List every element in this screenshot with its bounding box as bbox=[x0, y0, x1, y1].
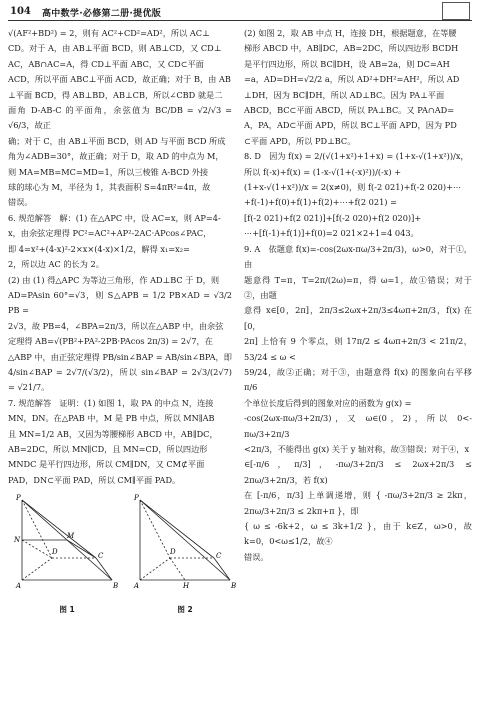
svg-text:C: C bbox=[98, 552, 104, 561]
text-line: MN，DN。在△PAB 中，M 是 PB 中点，所以 MN∥AB bbox=[8, 413, 215, 424]
text-line: 定理得 AB=√(PB²+PA²-2PB·PAcos 2π/3) = 2√7，在 bbox=[8, 336, 213, 347]
svg-text:D: D bbox=[170, 548, 176, 557]
text-line: 2，所以边 AC 的长为 2。 bbox=[8, 259, 104, 270]
text-line: 个单位长度后得到的图象对应的函数为 g(x) = bbox=[244, 397, 412, 408]
text-line: 所以 f(-x)+f(x) = (1-x-√(1+(-x)²))/(-x) + bbox=[244, 166, 402, 177]
text-line: (1+x-√(1+x²))/x = 2(x≠0)，则 f(-2 021)+f(-2 020)+⋯ bbox=[244, 182, 462, 193]
text-line: 则 MA=MB=MC=MD=1，所以三棱锥 A-BCD 外接 bbox=[8, 166, 209, 177]
text-line: ⊥DH，因为 BC∥DH，所以 AD⊥BC。因为 PA⊥平面 bbox=[244, 89, 445, 100]
text-line: ⊥平面 BCD，得 AB⊥BD，AB⊥CB，所以∠CBD 就是二 bbox=[8, 89, 223, 100]
figure-1 bbox=[12, 492, 122, 617]
text-line: 59/24，故②正确；对于③，由题意得 f(x) 的图象向右平移 π/6 bbox=[244, 366, 472, 393]
text-line: √(AF²+BD²) = 2，则有 AC²+CD²=AD²，所以 AC⊥ bbox=[8, 28, 210, 38]
publisher-logo-icon bbox=[442, 2, 470, 20]
svg-text:N: N bbox=[14, 536, 21, 545]
text-line: AD=PAsin 60°=√3，则 S△APB = 1/2 PB×AD = √3/2 PB = bbox=[8, 289, 232, 316]
page-header bbox=[0, 0, 480, 22]
text-line: 是平行四边形，所以 BC∥DH，设 AB=2a，则 DC=AH bbox=[244, 58, 450, 69]
text-line: △ABP 中，由正弦定理得 PB/sin∠BAP = AB/sin∠BPA，即 bbox=[8, 351, 232, 362]
svg-text:H: H bbox=[183, 582, 190, 591]
text-line: 4/sin∠BAP = 2√7/(√3/2)，所以 sin∠BAP = 2√3/(2√7) = √21/7。 bbox=[8, 366, 232, 393]
text-line: 在 [-π/6，π/3] 上单调递增，则 { -πω/3+2π/3 ≥ 2kπ，2πω/3+2π/3 ≤ 2kπ+π }，即 bbox=[244, 490, 472, 516]
page-number: 104 bbox=[10, 6, 31, 17]
right-column bbox=[244, 26, 472, 565]
text-line: A，PA，AD⊂平面 APD，所以 BC⊥平面 APD，因为 PD bbox=[244, 120, 457, 131]
text-line: 面角 D-AB-C 的平面角，余弦值为 BC/DB = √2/√3 = √6/3，故正 bbox=[8, 105, 232, 131]
pyramid-diagram-2 bbox=[130, 492, 240, 596]
text-line: x，由余弦定理得 PC²=AC²+AP²-2AC·APcos∠PAC， bbox=[8, 228, 212, 239]
svg-text:C: C bbox=[216, 552, 222, 561]
text-line: 梯形 ABCD 中，AB∥DC，AB=2DC，所以四边形 BCDH bbox=[244, 43, 459, 54]
svg-text:A: A bbox=[16, 582, 22, 591]
text-line: MNDC 是平行四边形，所以 CM∥DN，又 CM⊄平面 bbox=[8, 459, 205, 470]
text-line: ⊂平面 APD，所以 PD⊥BC。 bbox=[244, 135, 356, 146]
text-line: AB=2DC，所以 MN∥CD，且 MN=CD，所以四边形 bbox=[8, 443, 208, 454]
text-line: CD。对于 A，由 AB⊥平面 BCD，则 AB⊥CD，又 CD⊥ bbox=[8, 43, 222, 54]
solution-8-line: 8. D 因为 f(x) = 2/(√(1+x²)+1+x) = (1+x-√(1+x²))/x， bbox=[244, 151, 469, 162]
solution-9-line: 9. A 依题意 f(x)=-cos(2ωx-πω/3+2π/3)，ω>0，对于①，由 bbox=[244, 243, 472, 270]
solution-6-line: 6. 规范解答 解：(1) 在△APC 中，设 AC=x，则 AP=4- bbox=[8, 212, 221, 223]
figures bbox=[8, 492, 237, 614]
svg-text:B: B bbox=[113, 582, 119, 591]
text-line: [f(-2 021)+f(2 021)]+[f(-2 020)+f(2 020)]+ bbox=[244, 212, 422, 223]
text-line: 错误。 bbox=[8, 197, 33, 208]
text-line: 球的球心为 M，半径为 1，其表面积 S=4πR²=4π，故 bbox=[8, 182, 211, 193]
header-rule bbox=[8, 20, 472, 21]
svg-text:P: P bbox=[16, 494, 21, 503]
text-line: <2π/3，不能得出 g(x) 关于 y 轴对称，故③错误；对于④，x bbox=[244, 443, 470, 454]
text-line: 角为∠ADB=30°，故正确；对于 D，取 AD 的中点为 M， bbox=[8, 151, 224, 162]
text-line: 且 MN=1/2 AB，又因为等腰梯形 ABCD 中，AB∥DC， bbox=[8, 428, 218, 439]
solution-7-line: 7. 规范解答 证明：(1) 如图 1，取 PA 的中点 N，连接 bbox=[8, 397, 214, 408]
text-line: ABCD，BC⊂平面 ABCD，所以 PA⊥BC。又 PA∩AD= bbox=[244, 105, 455, 116]
text-line: +f(-1)+f(0)+f(1)+f(2)+⋯+f(2 021) = bbox=[244, 197, 397, 208]
text-line: 2√3，故 PB=4，∠BPA=2π/3，所以在△ABP 中，由余弦 bbox=[8, 320, 224, 331]
svg-text:A: A bbox=[134, 582, 140, 591]
left-column bbox=[8, 26, 237, 614]
text-line: { ω ≤ -6k+2，ω ≤ 3k+1/2 }，由于 k∈Z，ω>0，故 k=0，0<ω≤1/2，故④ bbox=[244, 521, 472, 547]
text-line: -cos(2ωx-πω/3+2π/3)，又 ω∈(0，2)，所以 0<-πω/3+2π/3 bbox=[244, 413, 472, 439]
text-line: 2π] 上恰有 9 个零点，则 17π/2 ≤ 4ωπ+2π/3 < 21π/2，53/24 ≤ ω < bbox=[244, 336, 472, 362]
svg-text:D: D bbox=[52, 548, 58, 557]
figure-2-caption: 图 2 bbox=[177, 604, 193, 614]
figure-2 bbox=[130, 492, 240, 617]
text-line: ∈[-π/6，π/3]，-πω/3+2π/3 ≤ 2ωx+2π/3 ≤ 2πω/3+2π/3，若 f(x) bbox=[244, 459, 472, 485]
text-line: 意得 x∈[0，2π]，2π/3≤2ωx+2π/3≤4ωπ+2π/3，f(x) 在 [0， bbox=[244, 305, 472, 331]
text-line: 错误。 bbox=[244, 551, 269, 562]
text-line: PAD，DN⊂平面 PAD，所以 CM∥平面 PAD。 bbox=[8, 474, 181, 485]
text-line: 确；对于 C，由 AB⊥平面 BCD，则 AD 与平面 BCD 所成 bbox=[8, 135, 226, 146]
text-line: 题意得 T=π，T=2π/(2ω)=π，得 ω=1，故①错误；对于②，由题 bbox=[244, 274, 472, 300]
figure-1-caption: 图 1 bbox=[59, 604, 75, 614]
text-line: ACD，所以平面 ABC⊥平面 ACD，故正确；对于 B，由 AB bbox=[8, 74, 231, 85]
text-line: 即 4=x²+(4-x)²-2×x×(4-x)×1/2，解得 x₁=x₂= bbox=[8, 243, 190, 254]
svg-text:M: M bbox=[67, 532, 75, 541]
book-title: 高中数学·必修第二册·提优版 bbox=[42, 9, 162, 19]
pyramid-diagram-1 bbox=[12, 492, 122, 596]
text-line: =a，AD=DH=√2/2 a，所以 AD²+DH²=AH²，所以 AD bbox=[244, 74, 460, 85]
svg-text:B: B bbox=[231, 582, 237, 591]
text-line: (2) 如图 2，取 AB 中点 H，连接 DH，根据题意，在等腰 bbox=[244, 28, 457, 38]
text-line: ⋯+[f(-1)+f(1)]+f(0)=2 021×2+1=4 043。 bbox=[244, 228, 419, 239]
text-line: AC，AB∩AC=A，得 CD⊥平面 ABC，又 CD⊂平面 bbox=[8, 58, 204, 69]
svg-text:P: P bbox=[134, 494, 139, 503]
text-line: (2) 由 (1) 得△APC 为等边三角形，作 AD⊥BC 于 D，则 bbox=[8, 274, 220, 285]
